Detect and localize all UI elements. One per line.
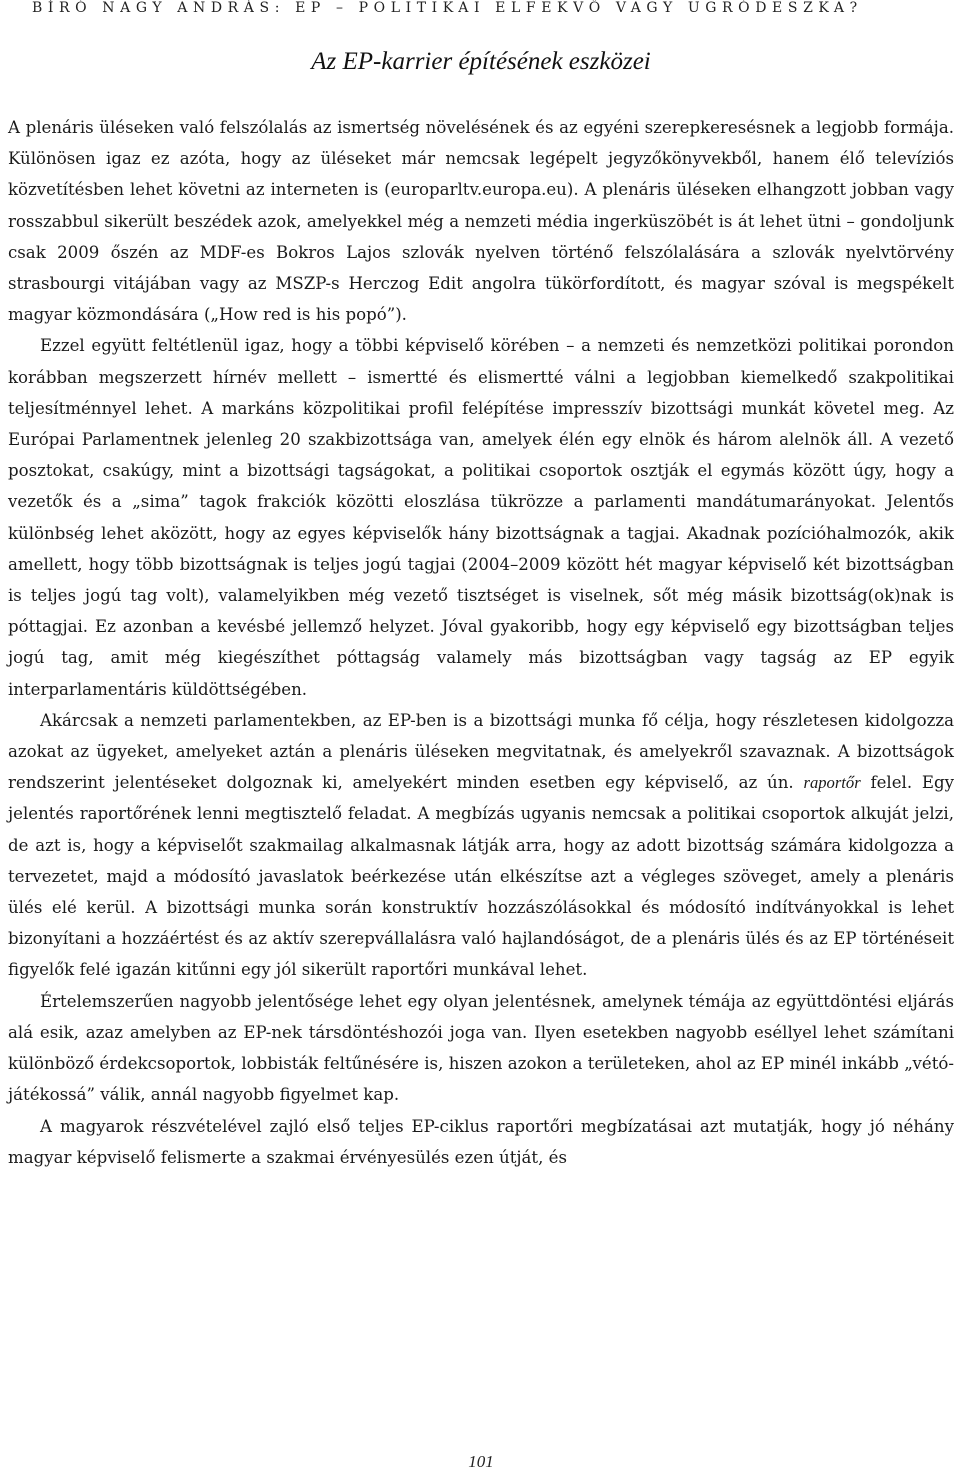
paragraph-1: A plenáris üléseken való felszólalás az ismertség növelésének és az egyéni szerepkeresésnek a legjobb formája. Különösen igaz ez azóta, hogy az üléseket már nemcsak legépelt jegyzőkönyvekből, hanem élő televíziós közvetítésben lehet követni az interneten is (europarltv.europa.eu). A plenáris üléseken elhangzott jobban vagy rosszabbul sikerült beszédek azok, amelyekkel még a nemzeti média ingerküszöbét is át lehet ütni – gondoljunk csak 2009 őszén az MDF-es Bokros Lajos szlovák nyelven történő felszólalására a szlovák nyelvtörvény strasbourgi vitájában vagy az MSZP-s Herczog Edit angolra tükörfordított, és magyar szóval is megspékelt magyar közmondására („How red is his popó”).: [8, 118, 954, 325]
paragraph-3-part-2: felel. Egy jelentés raportőrének lenni megtisztelő feladat. A megbízás ugyanis nemcsak a politikai csoportok alkuját jelzi, de azt is, hogy a képviselőt szakmailag alkalmasnak látják arra, hogy az adott bizottság számára kidolgozza a tervezetet, majd a módosító javaslatok beérkezése után elkészítse azt a végleges szöveget, amely a plenáris ülés elé kerül. A bizottsági munka során konstruktív hozzászólásokkal és módosító indítványokkal is lehet bizonyítani a hozzáértést és az aktív szerepvállalásra való hajlandóságot, de a plenáris ülés és az EP történéseit figyelők felé igazán kitűnni egy jól sikerült raportőri munkával lehet.: [8, 773, 955, 980]
raportor-term: raportőr: [803, 773, 861, 793]
running-head: BÍRÓ NAGY ANDRÁS: EP – POLITIKAI ELFEKVŐ VAGY UGRÓDESZKA?: [32, 0, 863, 16]
paragraph-2: Ezzel együtt feltétlenül igaz, hogy a többi képviselő körében – a nemzeti és nemzetközi politikai porondon korábban megszerzett hírnév mellett – ismertté és elismertté válni a legjobban kiemelkedő szakpolitikai teljesítménnyel lehet. A markáns közpolitikai profil felépítése impresszív bizottsági munkát követel meg. Az Európai Parlamentnek jelenleg 20 szakbizottsága van, amelyek élén egy elnök és három alelnök áll. A vezető posztokat, csakúgy, mint a bizottsági tagságokat, a politikai csoportok osztják el egymás között úgy, hogy a vezetők és a „sima” tagok frakciók közötti eloszlása tükrözze a parlamenti mandátumarányokat. Jelentős különbség lehet aközött, hogy az egyes képviselők hány bizottságnak a tagjai. Akadnak pozícióhalmozók, akik amellett, hogy több bizottságnak is teljes jogú tagjai (2004–2009 között hét magyar képviselő két bizottságban is teljes jogú tag volt), valamelyikben még vezető tisztséget is viselnek, sőt még másik bizottság(ok)nak is póttagjai. Ez azonban a kevésbé jellemző helyzet. Jóval gyakoribb, hogy egy képviselő egy bizottságban teljes jogú tag, amit még kiegészíthet póttagság valamely más bizottságban vagy tagság az EP egyik interparlamentáris küldöttségében.: [8, 336, 954, 699]
document-page: [8, 0, 954, 1474]
section-title: Az EP-karrier építésének eszközei: [311, 48, 651, 75]
page-number: 101: [468, 1452, 494, 1471]
paragraph-5: A magyarok részvételével zajló első teljes EP-ciklus raportőri megbízatásai azt mutatják, hogy jó néhány magyar képviselő felismerte a szakmai érvényesülés ezen útját, és: [8, 1116, 954, 1167]
paragraph-4: Értelemszerűen nagyobb jelentősége lehet egy olyan jelentésnek, amelynek témája az együttdöntési eljárás alá esik, azaz amelyben az EP-nek társdöntéshozói joga van. Ilyen esetekben nagyobb eséllyel lehet számítani különböző érdekcsoportok, lobbisták feltűnésére is, hiszen azokon a területeken, ahol az EP minél inkább „vétó-játékossá” válik, annál nagyobb figyelmet kap.: [8, 991, 954, 1105]
body-text: [8, 112, 954, 1173]
paragraph-3-part-1: Akárcsak a nemzeti parlamentekben, az EP-ben is a bizottsági munka fő célja, hogy részletesen kidolgozza azokat az ügyeket, amelyeket aztán a plenáris üléseken megvitatnak, és amelyekről szavaznak. A bizottságok rendszerint jelentéseket dolgoznak ki, amelyekért minden esetben egy képviselő, az ún.: [8, 710, 954, 793]
paragraph-3: [8, 705, 954, 986]
